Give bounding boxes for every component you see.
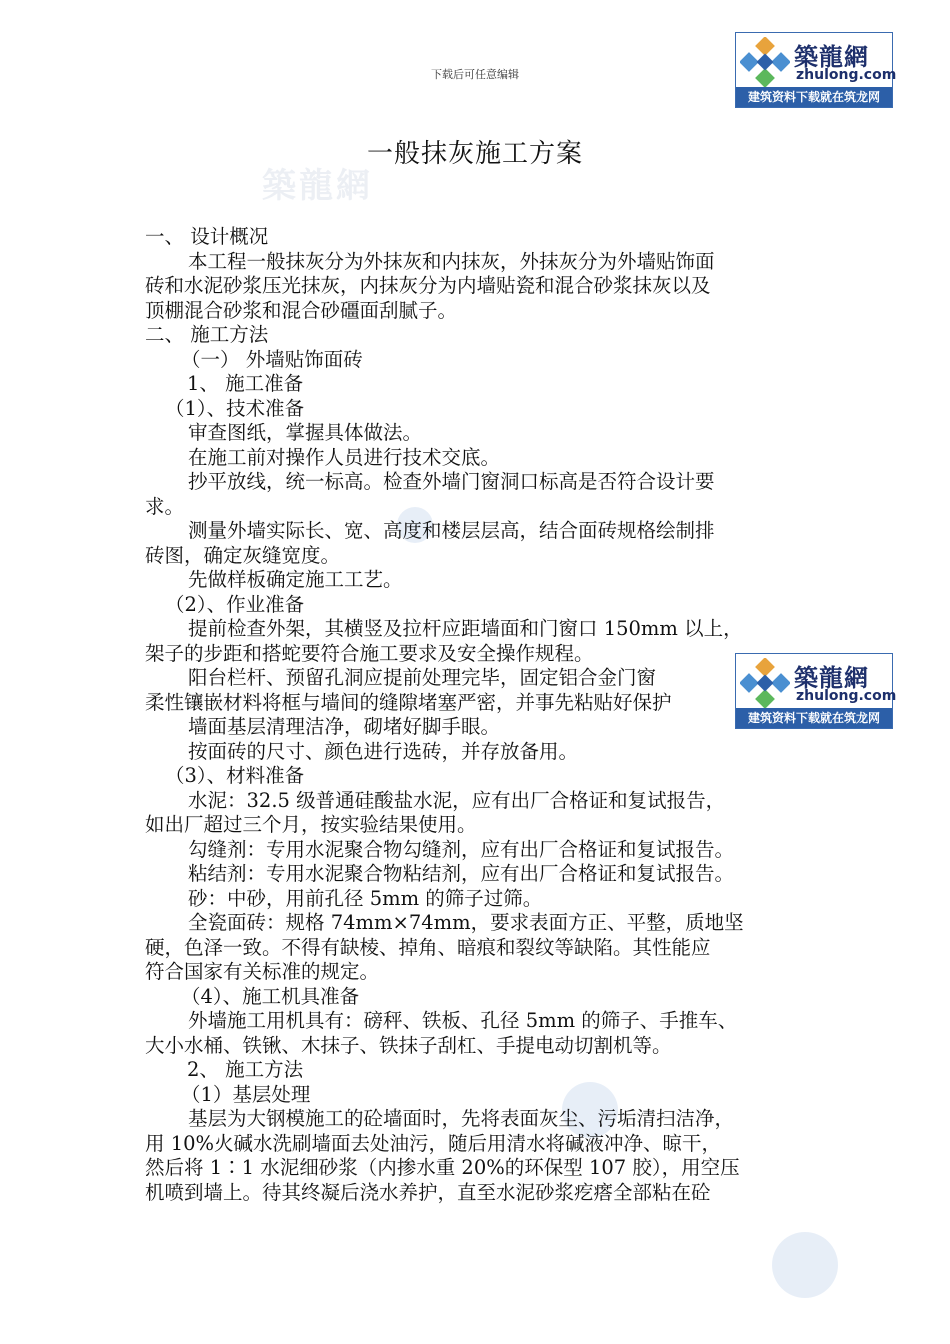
subsection-heading: 2、 施工方法	[187, 1058, 304, 1081]
logo-domain: zhulong.com	[796, 688, 897, 704]
subsection-heading: （1）、技术准备	[165, 396, 305, 420]
watermark-text: 築龍網	[262, 166, 373, 206]
logo-slogan: 建筑资料下载就在筑龙网	[736, 87, 892, 107]
subsection-heading: 1、 施工准备	[187, 372, 304, 395]
paragraph-line: 砂：中砂，用前孔径 5mm 的筛子过筛。	[188, 886, 543, 910]
paragraph-line: 符合国家有关标准的规定。	[145, 960, 380, 983]
section-heading: 二、 施工方法	[145, 323, 269, 346]
paragraph-line: 柔性镶嵌材料将框与墙间的缝隙堵塞严密，并事先粘贴好保护	[145, 690, 672, 714]
paragraph-line: 硬，色泽一致。不得有缺棱、掉角、暗痕和裂纹等缺陷。其性能应	[145, 935, 711, 959]
subsection-heading: （3）、材料准备	[165, 764, 305, 787]
zhulong-logo-top[interactable]	[735, 32, 897, 108]
paragraph-line: 审查图纸，掌握具体做法。	[188, 421, 423, 444]
paragraph-line: 外墙施工用机具有：磅秤、铁板、孔径 5mm 的筛子、手推车、	[188, 1009, 738, 1032]
subsection-heading: （4）、施工机具准备	[181, 984, 360, 1008]
paragraph-line: 抄平放线，统一标高。检查外墙门窗洞口标高是否符合设计要	[188, 470, 715, 493]
paragraph-line: 如出厂超过三个月，按实验结果使用。	[145, 813, 477, 836]
document-body	[145, 225, 810, 1205]
paragraph-line: 本工程一般抹灰分为外抹灰和内抹灰，外抹灰分为外墙贴饰面	[188, 249, 715, 273]
snowflake-logo-icon	[740, 37, 790, 87]
section-heading: 一、 设计概况	[145, 225, 269, 248]
paragraph-line: 机喷到墙上。待其终凝后浇水养护，直至水泥砂浆疙瘩全部粘在砼	[145, 1180, 711, 1204]
paragraph-line: 架子的步距和搭蛇要符合施工要求及安全操作规程。	[145, 641, 594, 665]
paragraph-line: 全瓷面砖：规格 74mm×74mm，要求表面方正、平整，质地坚	[188, 911, 744, 934]
logo-name: 築龍網	[794, 664, 869, 692]
logo-domain: zhulong.com	[796, 67, 897, 83]
paragraph-line: 阳台栏杆、预留孔洞应提前处理完毕，固定铝合金门窗	[188, 666, 657, 689]
paragraph-line: 基层为大钢模施工的砼墙面时，先将表面灰尘、污垢清扫洁净，	[188, 1107, 735, 1130]
paragraph-line: 墙面基层清理洁净，砌堵好脚手眼。	[188, 715, 501, 738]
paragraph-line: 然后将 1∶1 水泥细砂浆（内掺水重 20%的环保型 107 胶），用空压	[145, 1156, 740, 1179]
paragraph-line: 砖图，确定灰缝宽度。	[145, 543, 341, 567]
document-title: 一般抹灰施工方案	[366, 139, 583, 169]
paragraph-line: 粘结剂：专用水泥聚合物粘结剂，应有出厂合格证和复试报告。	[188, 862, 735, 885]
paragraph-line: 求。	[145, 494, 185, 518]
subsection-heading: （1）基层处理	[181, 1082, 311, 1106]
paragraph-line: 砖和水泥砂浆压光抹灰，内抹灰分为内墙贴瓷和混合砂浆抹灰以及	[145, 274, 711, 297]
paragraph-line: 用 10%火碱水洗刷墙面去处油污，随后用清水将碱液冲净、晾干，	[145, 1131, 722, 1155]
paragraph-line: 在施工前对操作人员进行技术交底。	[188, 445, 501, 469]
header-note: 下载后可任意编辑	[431, 68, 519, 81]
logo-slogan: 建筑资料下载就在筑龙网	[736, 708, 892, 728]
subsection-heading: （一） 外墙贴饰面砖	[181, 347, 363, 371]
paragraph-line: 水泥：32.5 级普通硅酸盐水泥，应有出厂合格证和复试报告，	[188, 788, 726, 812]
paragraph-line: 顶棚混合砂浆和混合砂礓面刮腻子。	[145, 298, 458, 322]
paragraph-line: 大小水桶、铁锹、木抹子、铁抹子刮杠、手提电动切割机等。	[145, 1033, 672, 1057]
paragraph-line: 提前检查外架，其横竖及拉杆应距墙面和门窗口 150mm 以上，	[188, 617, 743, 640]
logo-name: 築龍網	[794, 43, 869, 71]
paragraph-line: 测量外墙实际长、宽、高度和楼层层高，结合面砖规格绘制排	[188, 519, 715, 542]
watermark-flake-icon	[770, 1230, 840, 1300]
paragraph-line: 勾缝剂：专用水泥聚合物勾缝剂，应有出厂合格证和复试报告。	[188, 837, 735, 861]
paragraph-line: 先做样板确定施工工艺。	[188, 568, 403, 591]
paragraph-line: 按面砖的尺寸、颜色进行选砖，并存放备用。	[188, 739, 579, 763]
subsection-heading: （2）、作业准备	[165, 592, 305, 616]
